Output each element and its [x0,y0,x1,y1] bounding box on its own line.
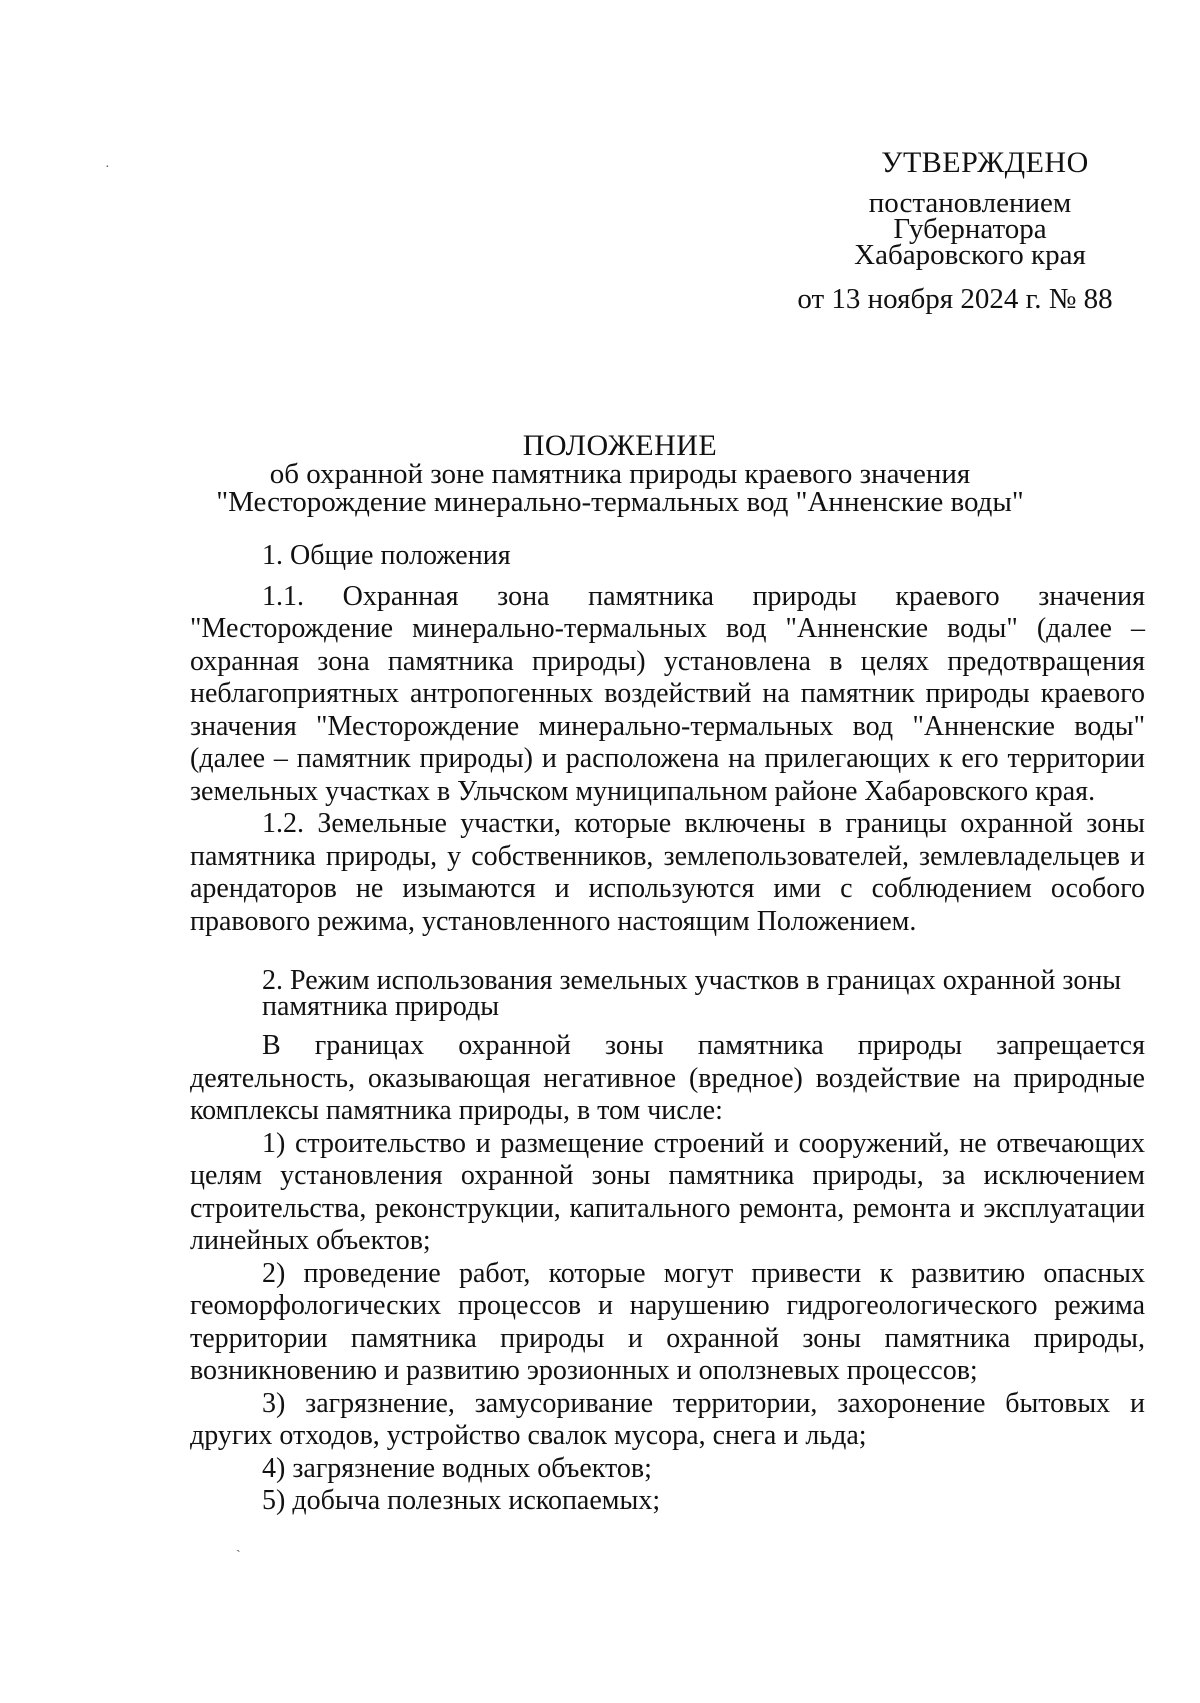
list-item-2: 2) проведение работ, которые могут привести к развитию опасных геоморфологических процессов и нарушению гидрогеологического режима территории памятника природы и охранной зоны памятника природы, возникновению и развитию эрозионных и оползневых процессов; [190,1257,1145,1386]
approval-line-1: постановлением [868,187,1072,219]
list-item-1: 1) строительство и размещение строений и сооружений, не отвечающих целям установления охранной зоны памятника природы, за исключением строительства, реконструкции, капитального ремонта, ремонта и эксплуатации линейных объектов; [190,1127,1145,1256]
list-item-3: 3) загрязнение, замусоривание территории, захоронение бытовых и других отходов, устройство свалок мусора, снега и льда; [190,1387,1145,1451]
approval-title: УТВЕРЖДЕНО [881,146,1089,179]
paragraph-1-2: 1.2. Земельные участки, которые включены в границы охранной зоны памятника природы, у собственников, землепользователей, землевладельцев и арендаторов не изымаются и используются ими с соблюдением особого правового режима, установленного настоящим Положением. [190,808,1145,937]
scan-speck: · [105,160,110,175]
paragraph-1-1: 1.1. Охранная зона памятника природы краевого значения "Месторождение минерально-термальных вод "Анненские воды" (далее – охранная зона памятника природы) установлена в целях предотвращения неблагоприятных антропогенных воздействий на памятник природы краевого значения "Месторождение минерально-термальных вод "Анненские воды" (далее – памятник природы) и расположена на прилегающих к его территории земельных участках в Ульчском муниципальном районе Хабаровского края. [190,580,1145,807]
section-2-heading: 2. Режим использования земельных участков в границах охранной зоны памятника природы [262,965,1122,1022]
approval-line-3: Хабаровского края [854,239,1086,271]
scan-speck: ˏ [236,1538,241,1553]
list-item-4: 4) загрязнение водных объектов; [262,1452,652,1484]
list-item-5: 5) добыча полезных ископаемых; [262,1485,661,1516]
document-subtitle-line-1: об охранной зоне памятника природы краевого значения [269,458,971,490]
approval-stamp [797,146,1140,315]
document-title: ПОЛОЖЕНИЕ [522,429,718,462]
section-1-heading: 1. Общие положения [262,540,511,571]
document-body [190,540,1145,1518]
document-subtitle-line-2: "Месторождение минерально-термальных вод "Анненские воды" [216,486,1024,518]
approval-line-2: Губернатора [893,213,1047,245]
approval-date: от 13 ноября 2024 г. № 88 [797,283,1113,315]
document-title-block [190,429,1050,518]
section-2-intro: В границах охранной зоны памятника природы запрещается деятельность, оказывающая негативное (вредное) воздействие на природные комплексы памятника природы, в том числе: [190,1030,1145,1126]
